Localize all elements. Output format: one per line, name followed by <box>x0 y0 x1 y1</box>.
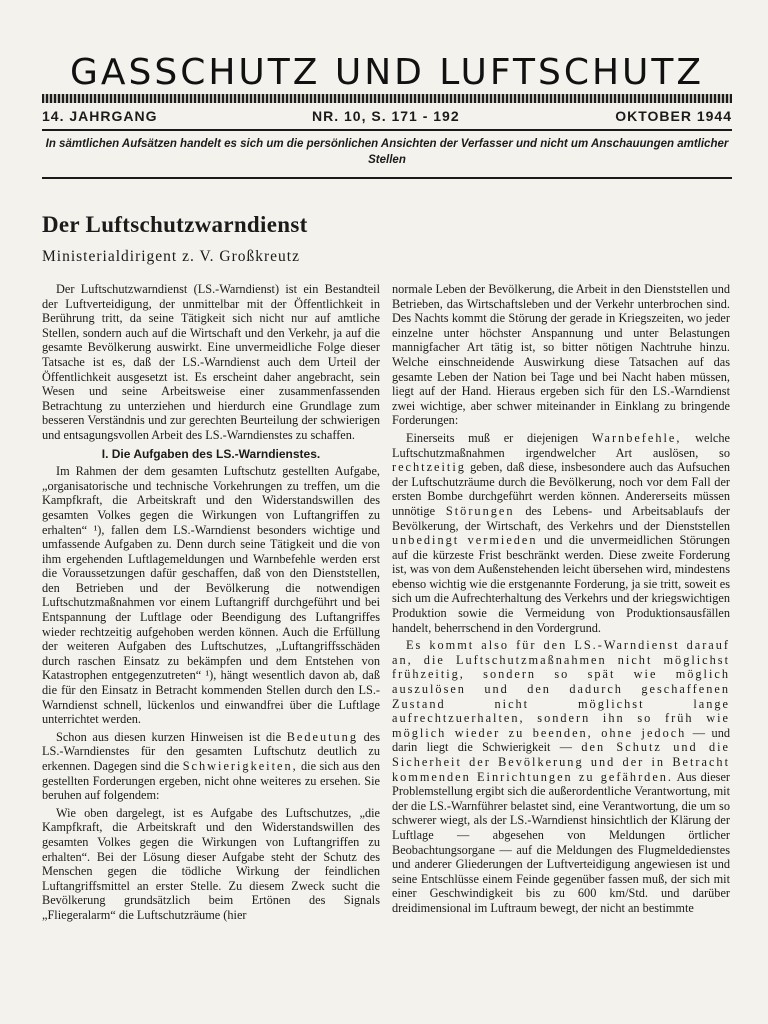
text-run: die sich aus den gestellten Forderungen ergeben, nicht ohne weiteres zu ersehen. Sie beruhen auf folgendem: <box>42 759 381 803</box>
header-rule-bottom <box>42 177 732 179</box>
spaced-emphasis: Störungen <box>445 503 515 518</box>
header-rule-top <box>42 129 732 131</box>
text-run: Aus dieser Problemstellung ergibt sich die außerordentliche Verantwortung, mit der die LS.-Warnführer belastet sind, eine Verantwortung, die um so schwerer wiegt, als der LS.-Warndienst hinsichtlich der Klärung der Luftlage — abgesehen von Meldungen örtlicher Beobachtungsorgane — auf die Meldungen des Flugmeldedienstes und anderer Gliederungen der Luftverteidigung angewiesen ist und seine Entschlüsse einem Feinde gegenüber fassen muß, der sich mit einer Geschwindigkeit bis zu 600 km/Std. und darüber dreidimensional im Luftraum bewegt, der nicht an bestimmte <box>392 769 730 915</box>
volume-label: 14. JAHRGANG <box>42 108 158 124</box>
text-run: und die unvermeidlichen Störungen auf die kürzeste Frist beschränkt werden. Diese zweite Forderung ist, was von dem Außenstehenden leicht übersehen wird, mindestens ebenso wichtig wie die erstgenannte Forderung, ja sie tritt, soweit es sich um die Aufrechterhaltung des Verkehrs und der kriegswichtigen Produktion sowie die Vermeidung von Produktionsausfällen handelt, beherrschend in den Vordergrund. <box>392 533 730 635</box>
section-heading: I. Die Aufgaben des LS.-Warndienstes. <box>101 446 321 461</box>
spaced-emphasis: Warnbefehle, <box>591 430 682 445</box>
issue-date: OKTOBER 1944 <box>615 108 732 124</box>
issue-info-row <box>42 108 732 126</box>
text-run: welche Luftschutzmaßnahmen irgendwelcher Art auslösen, so <box>392 430 730 460</box>
masthead-decorative-stripe <box>42 94 732 103</box>
journal-masthead-title: GASSCHUTZ UND LUFTSCHUTZ <box>69 52 705 93</box>
paragraph <box>42 730 380 803</box>
editorial-disclaimer: In sämtlichen Aufsätzen handelt es sich um die persönlichen Ansichten der Verfasser und nicht um Anschauungen amtlicher Stellen <box>45 138 729 166</box>
spaced-emphasis: den Schutz und die Sicherheit der Bevölkerung und der in Betracht kommenden Einrichtungen zu gefährden. <box>392 740 730 784</box>
text-column-right <box>392 282 730 919</box>
spaced-emphasis: Bedeutung <box>286 729 358 744</box>
issue-number: NR. 10, S. 171 - 192 <box>312 108 460 124</box>
paragraph <box>392 431 730 635</box>
paragraph: normale Leben der Bevölkerung, die Arbeit in den Dienststellen und Betrieben, das Wirtschaftsleben und der Verkehr unterbrochen sind. Des Nachts kommt die Störung der gerade in Kriegszeiten, wo jeder einzelne unter höchster Anspannung und unter Belastungen mannigfacher Art tätig ist, so bitter nötigen Nachtruhe hinzu. Welche einschneidende Auswirkung diese Tatsachen auf das gesamte Leben der Nation bei Tage und bei Nacht haben müssen, liegt auf der Hand. Hieraus ergeben sich für den LS.-Warndienst zwei wichtige, aber schwer miteinander in Einklang zu bringende Forderungen: <box>392 282 730 428</box>
spaced-emphasis: Es kommt also für den LS.-Warndienst darauf an, die Luftschutzmaßnahmen nicht möglichst frühzeitig, sondern so spät wie möglich auszulösen und den dadurch geschaffenen Zustand nicht möglichst lange aufrechtzuerhalten, sondern ihn so früh wie möglich wieder zu beenden, ohne jedoch <box>392 638 730 740</box>
article-author: Ministerialdirigent z. V. Großkreutz <box>42 248 300 265</box>
paragraph: Wie oben dargelegt, ist es Aufgabe des Luftschutzes, „die Kampfkraft, die Arbeitskraft und den Widerstandswillen des gesamten Volkes gegen die Wirkungen von Luftangriffen zu erhalten“. Bei der Lösung dieser Aufgabe steht der Schutz des Menschen gegen die tödliche Wirkung der feindlichen Luftangriffsmittel an erster Stelle. Zu diesem Zweck sucht die Bevölkerung grundsätzlich beim Ertönen des Signals „Fliegeralarm“ die Luftschutzräume (hier <box>42 805 380 922</box>
text-run: — und darin liegt die Schwierigkeit — <box>392 725 730 755</box>
spaced-emphasis: unbedingt vermieden <box>392 533 538 548</box>
text-run: des LS.-Warndienstes für den gesamten Luftschutz deutlich zu erkennen. Dagegen sind die <box>42 729 381 773</box>
text-run: des Lebens- und Arbeitsablaufs der Bevölkerung, der Wirtschaft, des Verkehrs und der Dienststellen <box>392 503 730 533</box>
text-run: Einerseits muß er diejenigen <box>406 430 579 445</box>
paragraph: Im Rahmen der dem gesamten Luftschutz gestellten Aufgabe, „organisatorische und technische Vorkehrungen zu treffen, um die Kampfkraft, die Arbeitskraft und den Widerstandswillen des gesamten Volkes gegen die Wirkungen von Luftangriffen zu erhalten“ ¹), fallen dem LS.-Warndienst besonders wichtige und umfassende Aufgaben zu. Denn durch seine Tätigkeit und die von ihm ergehenden Luftlagemeldungen und Warnbefehle werden erst die Voraussetzungen dafür geschaffen, daß von den Dienststellen, den Betrieben und der Bevölkerung die notwendigen Luftschutzmaßnahmen vor einem Luftangriff durchgeführt und bei Entspannung der Luftlage oder Beendigung des Luftangriffes wieder rechtzeitig aufgehoben werden können. Auch die Erfüllung der weiteren Aufgaben des Luftschutzes, „Luftangriffsschäden durch raschen Einsatz zu bekämpfen und dem Entstehen von Katastrophen entgegenzutreten“ ¹), hängt wesentlich davon ab, daß die für den Einsatz in Betracht kommenden Stellen durch den LS.-Warndienst schnell, lückenlos und einwandfrei über die Luftlage unterrichtet werden. <box>42 464 380 727</box>
article-title: Der Luftschutzwarndienst <box>42 212 308 237</box>
spaced-emphasis: Schwierigkeiten, <box>182 759 298 773</box>
spaced-emphasis: rechtzeitig <box>392 460 466 475</box>
text-column-left <box>42 282 380 926</box>
paragraph <box>392 638 730 915</box>
text-run: geben, daß diese, insbesondere auch das Aufsuchen der Luftschutzräume durch die Bevölkerung, noch vor dem Fall der ersten Bombe durchgeführt werden können. Andererseits müssen unnötige <box>392 460 730 518</box>
text-run: Schon aus diesen kurzen Hinweisen ist die <box>56 729 282 744</box>
paragraph: Der Luftschutzwarndienst (LS.-Warndienst) ist ein Bestandteil der Luftverteidigung, der unmittelbar mit der Öffentlichkeit in Berührung tritt, da seine Tätigkeit sich nicht nur auf amtliche Stellen, sondern auch auf die Wirtschaft und den Verkehr, ja auf die gesamte Bevölkerung auswirkt. Eine unvermeidliche Folge dieser Tatsache ist es, daß der LS.-Warndienst auch dem Urteil der Öffentlichkeit ausgesetzt ist. Es erscheint daher angebracht, sein Wesen und seine Arbeitsweise einer zusammenfassenden Betrachtung zu unterziehen und hierdurch eine Grundlage zum besseren Verständnis und zur gerechten Beurteilung der schwierigen und entsagungsvollen Arbeit des LS.-Warndienstes zu schaffen. <box>42 282 380 442</box>
